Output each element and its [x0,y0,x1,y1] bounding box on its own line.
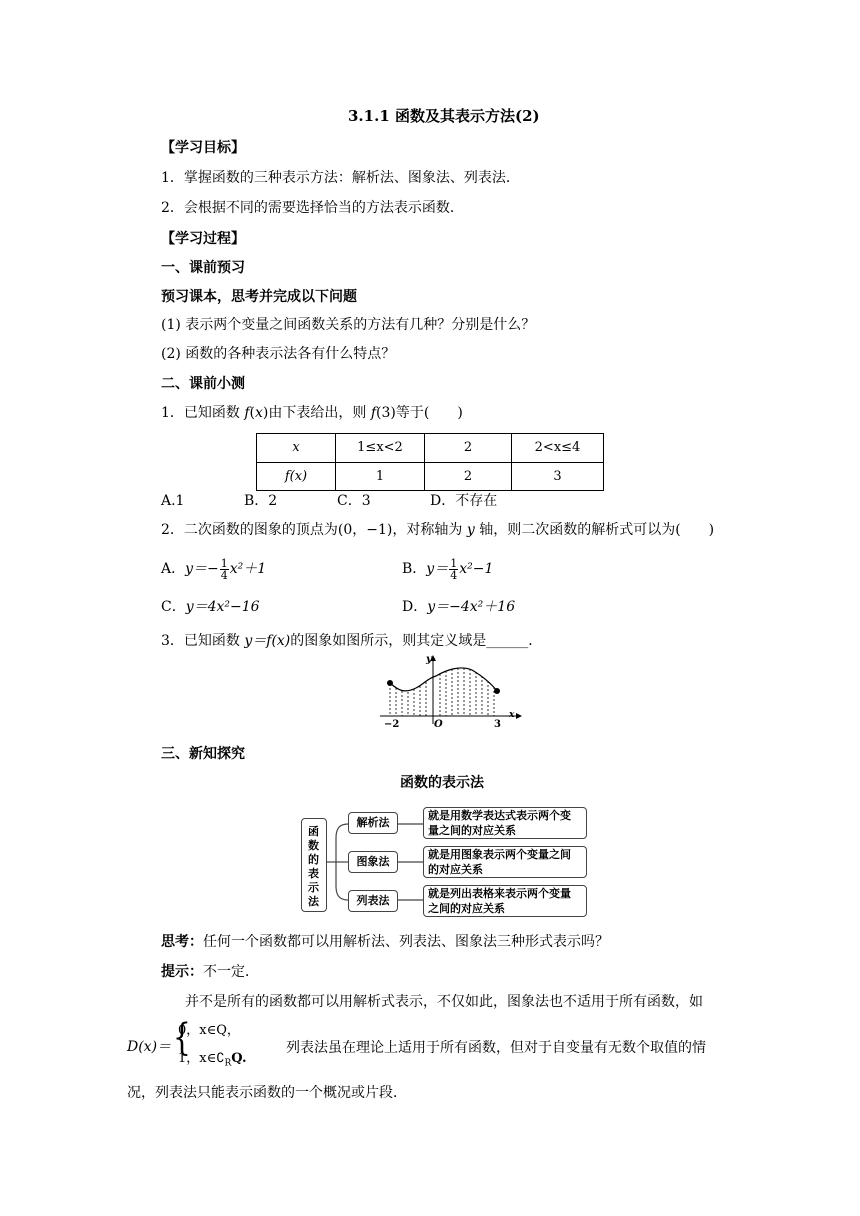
table-cell: 1 [336,462,425,491]
piecewise-case: 0，x∈Q， [178,1023,240,1038]
function-curve [390,668,497,691]
method-name: 列表法 [356,894,390,907]
quiz-q1-stem: 1．已知函数 f(x)由下表给出，则 f(3)等于( ) [161,405,463,421]
option-d: D．y＝−4x²＋16 [402,599,516,615]
think-line: 思考：任何一个函数都可以用解析法、列表法、图象法三种形式表示吗？ [161,934,609,950]
option-a: A．y＝− $\frac{1}{4}$ x²＋1 [161,556,267,582]
paragraph: 列表法虽在理论上适用于所有函数，但对于自变量有无数个取值的情 [286,1040,706,1056]
option-d: D．不存在 [430,493,498,509]
desc-box [423,885,587,917]
desc-line: 就是用图象表示两个变量之间 [428,848,571,861]
origin-label: O [434,719,443,730]
desc-line: 就是用数学表达式表示两个变 [428,809,571,822]
desc-box [423,846,587,878]
function-table [256,433,604,491]
x-axis-arrow [516,713,522,719]
desc-line: 之间的对应关系 [428,902,505,915]
table-cell: f(x) [257,462,336,491]
preview-heading: 一、课前预习 [161,260,245,276]
desc-box [423,807,587,839]
x-label: x [509,710,515,720]
desc-line: 量之间的对应关系 [428,824,516,837]
function-graph [370,650,530,730]
goal-item: 1．掌握函数的三种表示方法：解析法、图象法、列表法． [161,170,520,186]
method-box [348,851,398,873]
xmin-label: −2 [384,719,400,730]
goals-heading: 【学习目标】 [161,140,245,156]
option-a: A.1 [161,493,185,509]
preview-question: (1) 表示两个变量之间函数关系的方法有几种？分别是什么？ [161,317,536,333]
quiz-q3-stem: 3．已知函数 y＝f(x)的图象如图所示，则其定义域是______． [161,633,543,649]
table-cell: 3 [512,462,604,491]
quiz-heading: 二、课前小测 [161,376,245,392]
paragraph: 并不是所有的函数都可以用解析式表示，不仅如此，图象法也不适用于所有函数，如 [185,994,703,1010]
method-name: 解析法 [356,816,390,829]
left-endpoint [387,680,393,686]
table-cell: 2 [425,462,512,491]
quiz-q2-stem: 2．二次函数的图象的顶点为(0，−1)，对称轴为 y 轴，则二次函数的解析式可以为( ) [161,522,715,538]
preview-subheading: 预习课本，思考并完成以下问题 [161,289,357,305]
option-c: C．3 [337,493,371,509]
table-cell: x [257,434,336,463]
table-cell: 2<x≤4 [512,434,604,463]
brace-symbol: { [173,1014,191,1060]
paragraph: 况，列表法只能表示函数的一个概况或片段． [127,1085,407,1101]
y-label: y [426,654,432,665]
hint-line: 提示：不一定． [161,964,259,980]
process-heading: 【学习过程】 [161,231,245,247]
option-b: B．2 [244,493,278,509]
method-box [348,890,398,912]
table-cell: 2 [425,434,512,463]
root-box [301,818,327,912]
page-title: 3.1.1 函数及其表示方法(2) [348,107,540,125]
preview-question: (2) 函数的各种表示法各有什么特点？ [161,346,396,362]
option-b: B．y＝ $\frac{1}{4}$ x²−1 [402,556,494,582]
xmax-label: 3 [494,719,501,730]
explore-heading: 三、新知探究 [161,746,245,762]
hatch-lines [390,668,494,716]
desc-line: 的对应关系 [428,863,483,876]
table-cell: 1≤x<2 [336,434,425,463]
method-box [348,812,398,834]
goal-item: 2．会根据不同的需要选择恰当的方法表示函数． [161,200,464,216]
piecewise-case: 1，$x\in∁_RQ$. [178,1051,247,1069]
diagram-title: 函数的表示法 [400,775,484,791]
piecewise-lhs: D(x)＝ [127,1039,172,1055]
method-name: 图象法 [356,855,390,868]
desc-line: 就是列出表格来表示两个变量 [428,887,571,900]
root-label: 函数的表示法 [308,825,319,908]
option-c: C．y＝4x²−16 [161,599,260,615]
right-endpoint [494,688,500,694]
